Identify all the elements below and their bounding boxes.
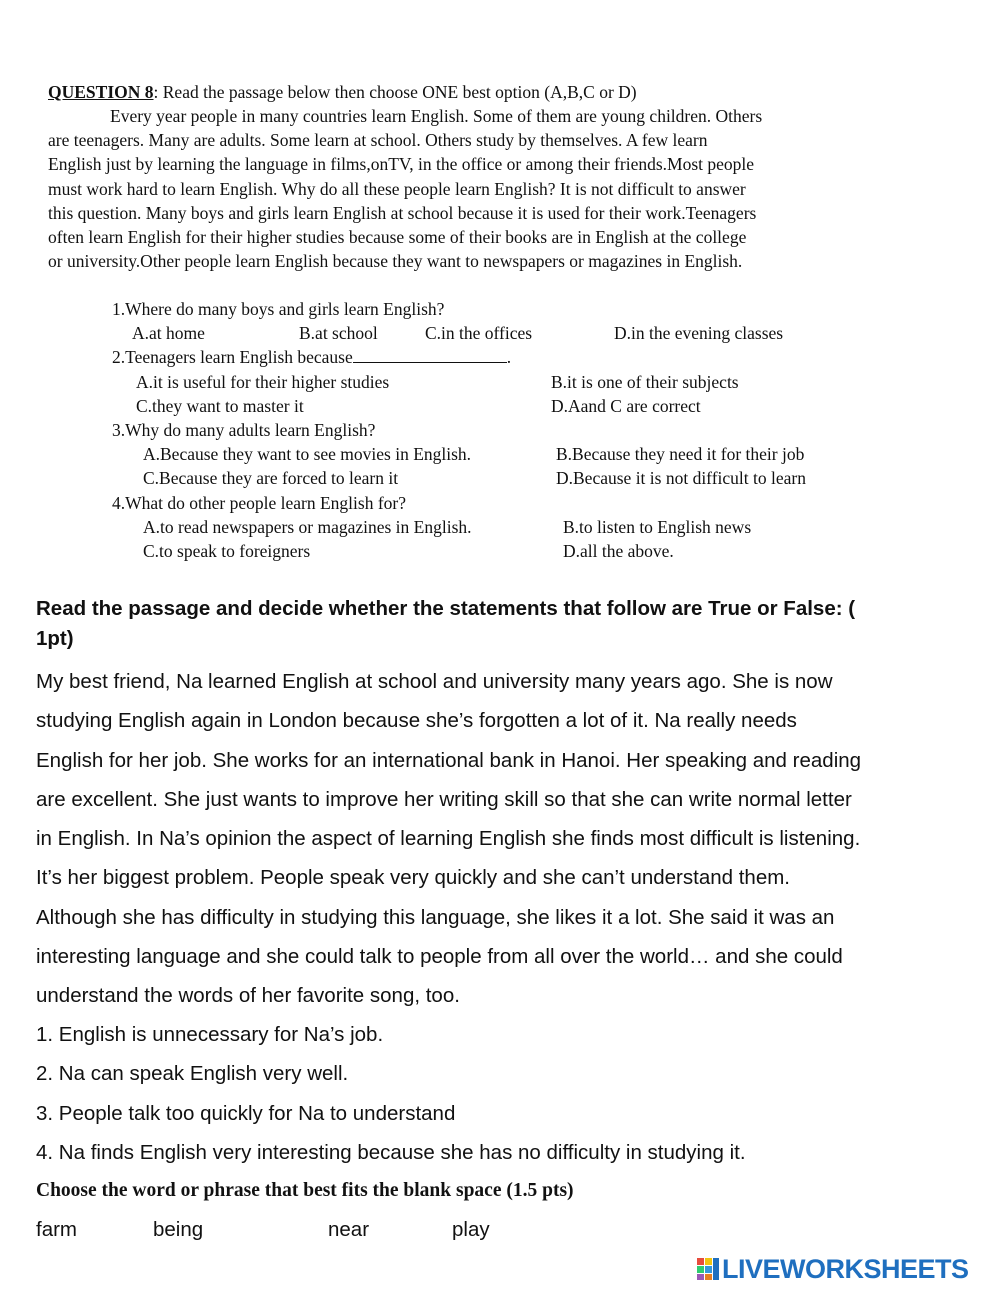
option-2d[interactable]: D.Aand C are correct [551,395,701,416]
option-1d[interactable]: D.in the evening classes [614,323,784,344]
question-options-3a [112,442,932,466]
passage-line: are excellent. She just wants to improve her writing skill so that she can write normal letter [36,787,852,811]
true-false-statements [36,1015,976,1172]
question-stem-1: 1.Where do many boys and girls learn English? [112,299,445,319]
statement-3: 3. People talk too quickly for Na to understand [36,1101,456,1125]
liveworksheets-logo-text: LIVEWORKSHEETS [722,1254,969,1284]
option-4d[interactable]: D.all the above. [563,540,674,561]
answer-blank[interactable] [353,346,507,363]
option-4a[interactable]: A.to read newspapers or magazines in English. [143,516,472,537]
passage-line: must work hard to learn English. Why do all these people learn English? It is not difficult to answer [48,178,746,199]
option-1a[interactable]: A.at home [132,323,205,344]
question-options-3b [112,466,932,490]
option-1b[interactable]: B.at school [299,323,378,344]
question-stem-4: 4.What do other people learn English for? [112,492,406,513]
option-3d[interactable]: D.Because it is not difficult to learn [556,468,806,489]
true-false-heading [36,594,966,654]
question-8-instruction: : Read the passage below then choose ONE best option (A,B,C or D) [153,82,637,102]
option-2b[interactable]: B.it is one of their subjects [551,371,739,392]
question-options-2a [112,370,932,394]
passage-line: studying English again in London because she’s forgotten a lot of it. Na really needs [36,709,797,733]
question-stem-2-text: 2.Teenagers learn English because [112,347,353,368]
passage-line: are teenagers. Many are adults. Some learn at school. Others study by themselves. A few learn [48,130,708,151]
question-options-4a [112,515,932,539]
option-2a[interactable]: A.it is useful for their higher studies [136,371,390,392]
passage-line: Although she has difficulty in studying this language, she likes it a lot. She said it was an [36,905,835,929]
option-4c[interactable]: C.to speak to foreigners [143,540,311,561]
question-stem-2-suffix: . [506,347,512,368]
word-bank-item: farm [36,1218,77,1241]
passage-line: It’s her biggest problem. People speak very quickly and she can’t understand them. [36,866,790,890]
true-false-passage [36,662,976,1016]
passage-line: or university.Other people learn English because they want to newspapers or magazines in English. [48,251,743,272]
true-false-heading-line: 1pt) [36,627,74,650]
question-8-label: QUESTION 8 [48,82,154,102]
liveworksheets-logo-icon [696,1257,720,1281]
question-options-1 [112,321,932,345]
word-bank [36,1218,636,1246]
option-3a[interactable]: A.Because they want to see movies in English. [143,444,472,465]
passage-line: English just by learning the language in films,onTV, in the office or among their friends.Most people [48,154,755,175]
option-3b[interactable]: B.Because they need it for their job [556,444,805,465]
word-bank-item: play [452,1218,490,1241]
passage-line: English for her job. She works for an international bank in Hanoi. Her speaking and reading [36,748,862,772]
passage-line: Every year people in many countries learn English. Some of them are young children. Others [110,106,763,126]
option-1c[interactable]: C.in the offices [425,323,533,344]
passage-line: often learn English for their higher studies because some of their books are in English at the college [48,226,747,247]
true-false-heading-line: Read the passage and decide whether the statements that follow are True or False: ( [36,597,856,620]
passage-line: understand the words of her favorite song, too. [36,984,460,1008]
word-bank-item: being [153,1218,204,1241]
passage-line: this question. Many boys and girls learn English at school because it is used for their work.Teenagers [48,202,757,223]
question-stem-3: 3.Why do many adults learn English? [112,419,376,440]
statement-4: 4. Na finds English very interesting because she has no difficulty in studying it. [36,1140,746,1164]
option-4b[interactable]: B.to listen to English news [563,516,752,537]
passage-line: in English. In Na’s opinion the aspect of learning English she finds most difficult is listening. [36,827,861,851]
fill-blank-heading: Choose the word or phrase that best fits the blank space (1.5 pts) [36,1180,574,1201]
question-options-2b [112,394,932,418]
statement-2: 2. Na can speak English very well. [36,1062,349,1086]
question-options-4b [112,539,932,563]
question-stem-2 [112,345,932,369]
passage-line: interesting language and she could talk to people from all over the world… and she could [36,945,843,969]
statement-1: 1. English is unnecessary for Na’s job. [36,1023,384,1046]
multiple-choice-questions [112,297,932,563]
option-3c[interactable]: C.Because they are forced to learn it [143,468,399,489]
word-bank-item: near [328,1218,370,1241]
question-8-title [48,80,637,104]
liveworksheets-logo [696,1254,996,1284]
passage-line: My best friend, Na learned English at school and university many years ago. She is now [36,670,833,693]
question-8-passage [48,104,898,273]
option-2c[interactable]: C.they want to master it [136,395,304,416]
